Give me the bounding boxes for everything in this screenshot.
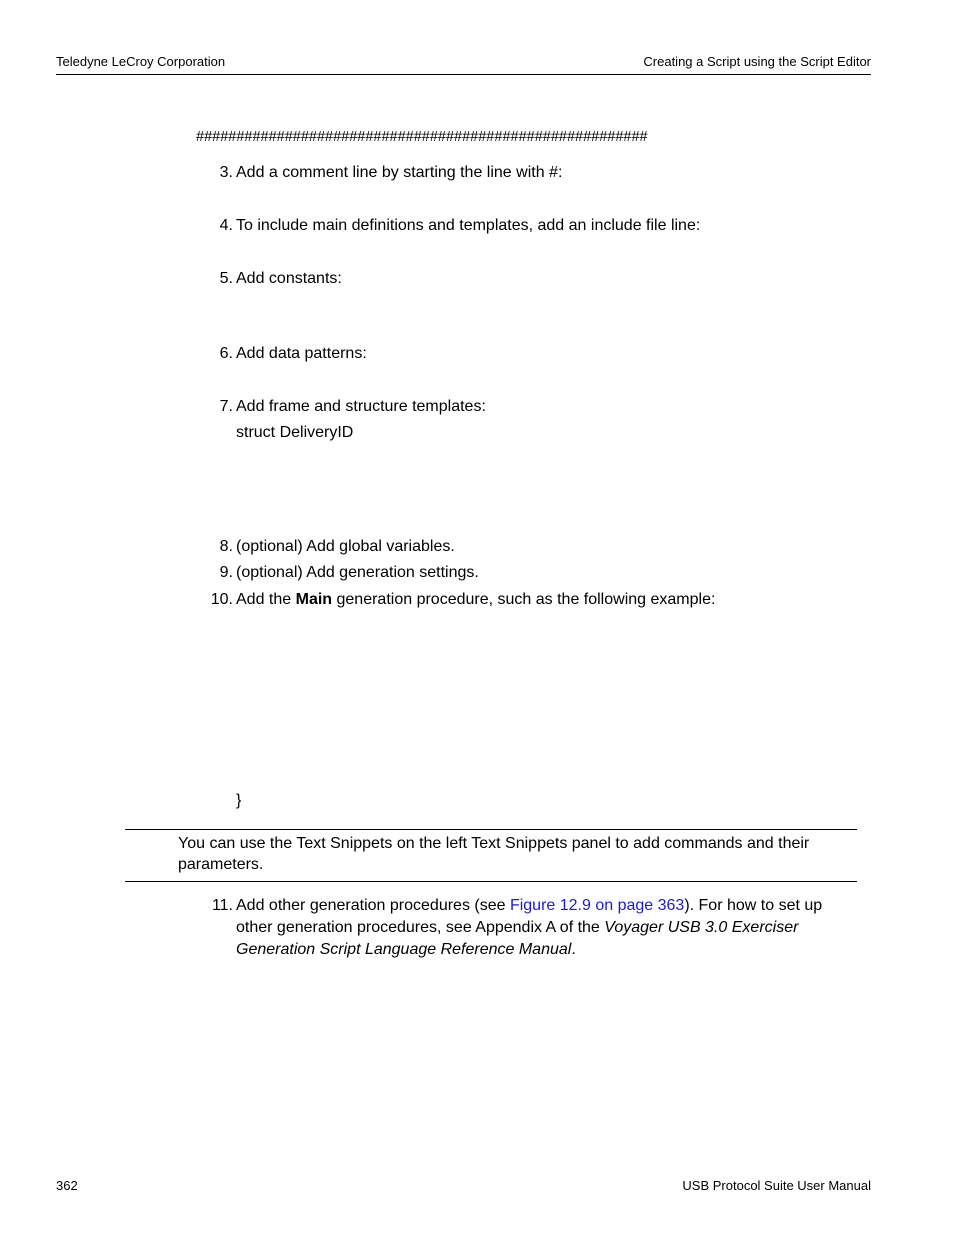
header-company: Teledyne LeCroy Corporation: [56, 54, 226, 69]
step-number: 8.: [219, 538, 233, 555]
step-text-part: ). For how to set up other generation procedures, see Appendix A of the: [236, 897, 823, 936]
step-number: 7.: [219, 398, 233, 415]
step-text: (optional) Add global variables.: [236, 538, 455, 555]
step-text: (optional) Add generation settings.: [236, 564, 479, 581]
page-number: 362: [56, 1178, 78, 1193]
step-text: [236, 589, 860, 611]
code-closing-brace: }: [236, 792, 242, 809]
note-text: You can use the Text Snippets on the left Text Snippets panel to add commands and their parameters.: [178, 835, 810, 873]
figure-reference-link[interactable]: Figure 12.9 on page 363: [509, 897, 685, 914]
step-text-part: .: [571, 941, 576, 958]
step-text: Add constants:: [236, 270, 342, 287]
step-number: 10.: [210, 591, 233, 608]
step-number: 6.: [219, 345, 233, 362]
step-text: [236, 895, 860, 961]
step-number: 5.: [219, 270, 233, 287]
step-text: Add a comment line by starting the line with #:: [236, 164, 563, 181]
step-text-part: Add other generation procedures (see: [236, 897, 510, 914]
step-text: To include main definitions and templates, add an include file line:: [236, 217, 701, 234]
step-text-part: generation procedure, such as the following example:: [332, 591, 716, 608]
header-section-title: Creating a Script using the Script Editor: [643, 54, 871, 69]
footer-manual-title: USB Protocol Suite User Manual: [682, 1178, 871, 1193]
step-number: 3.: [219, 164, 233, 181]
hash-comment-line: ########################################################: [196, 129, 648, 145]
step-text: Add frame and structure templates:: [236, 398, 486, 415]
step-text-part: Add the: [236, 591, 296, 608]
code-struct-line: struct DeliveryID: [236, 424, 354, 441]
manual-title-italic: Voyager USB 3.0 Exerciser Generation Script Language Reference Manual: [236, 919, 799, 958]
step-number: 11.: [211, 897, 233, 914]
step-text: Add data patterns:: [236, 345, 367, 362]
step-number: 4.: [219, 217, 233, 234]
page-header: [56, 52, 871, 75]
step-number: 9.: [219, 564, 233, 581]
step-text-bold: Main: [295, 591, 333, 608]
note-box: [125, 829, 857, 882]
